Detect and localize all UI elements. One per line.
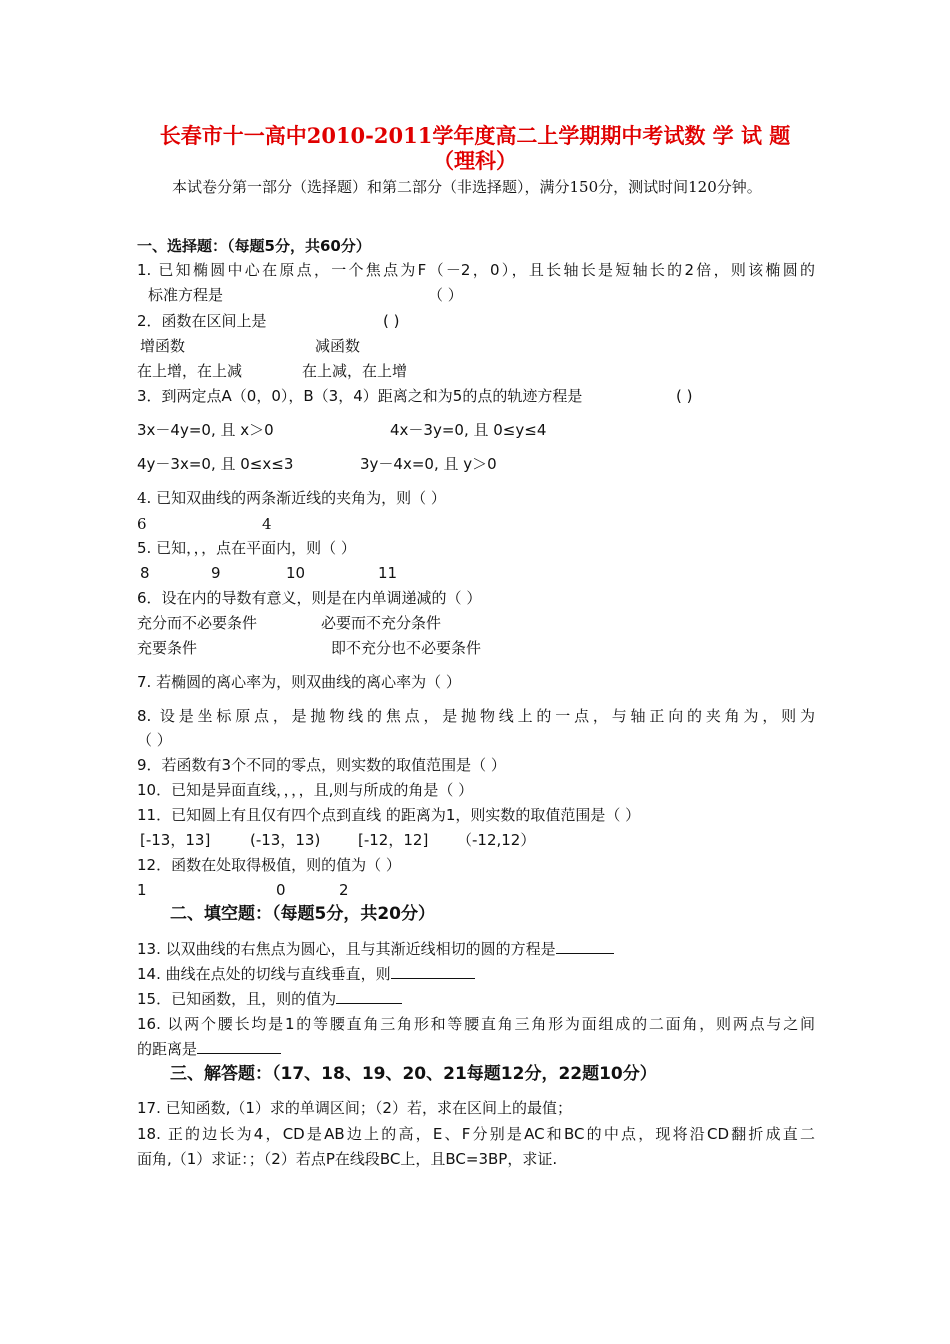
question-12: 12．函数在处取得极值，则的值为（ ）: [137, 856, 401, 874]
section-choice-heading: 一、选择题：（每题5分，共60分）: [137, 237, 371, 255]
section-fill-heading: 二、填空题：（每题5分，共20分）: [170, 904, 435, 924]
question-16-line-1: 16. 以两个腰长均是1的等腰直角三角形和等腰直角三角形为面组成的二面角，则两点与之间: [137, 1015, 815, 1033]
question-6-option-d: 即不充分也不必要条件: [331, 639, 482, 657]
question-13-text: 13. 以双曲线的右焦点为圆心，且与其渐近线相切的圆的方程是: [137, 940, 556, 958]
question-17: 17. 已知函数,（1）求的单调区间；（2）若，求在区间上的最值；: [137, 1099, 572, 1117]
question-11: 11．已知圆上有且仅有四个点到直线 的距离为1，则实数的取值范围是（ ）: [137, 806, 641, 824]
question-3-option-b: 4x－3y=0, 且 0≤y≤4: [390, 421, 547, 439]
question-2-option-a: 增函数: [140, 337, 186, 355]
question-1-answer-paren: （ ）: [428, 286, 463, 304]
question-11-option-c: [-12，12]: [358, 831, 429, 849]
question-6-option-c: 充要条件: [137, 639, 198, 657]
question-2-option-c: 在上增，在上减: [137, 362, 243, 380]
question-3-answer-paren: ( ): [676, 387, 693, 405]
question-3-option-a: 3x－4y=0, 且 x＞0: [137, 421, 274, 439]
question-6: 6．设在内的导数有意义，则是在内单调递减的（ ）: [137, 589, 482, 607]
question-4: 4. 已知双曲线的两条渐近线的夹角为，则（ ）: [137, 489, 446, 507]
question-15: [137, 989, 402, 1009]
question-13: [137, 939, 614, 959]
question-16-line-2: [137, 1039, 281, 1059]
question-2: 2．函数在区间上是: [137, 312, 267, 330]
question-12-option-c: 2: [339, 881, 349, 899]
title-line-1: 长春市十一高中2010-2011学年度高二上学期期中考试数 学 试 题: [159, 123, 791, 148]
question-18-line-1: 18. 正的边长为4，CD是AB边上的高，E、F分别是AC和BC的中点，现将沿CD翻折成直二: [137, 1125, 815, 1143]
question-11-option-a: [-13，13]: [140, 831, 211, 849]
section-solve-heading: 三、解答题：（17、18、19、20、21每题12分，22题10分）: [170, 1064, 657, 1084]
question-18-line-2: 面角,（1）求证：；（2）若点P在线段BC上，且BC=3BP，求证.: [137, 1150, 558, 1168]
question-5-option-b: 9: [211, 564, 221, 582]
question-1-line-2: 标准方程是: [148, 286, 224, 304]
question-5-option-a: 8: [140, 564, 150, 582]
question-3-option-d: 3y－4x=0, 且 y＞0: [360, 455, 497, 473]
question-11-option-b: (-13，13): [250, 831, 321, 849]
answer-blank: [391, 964, 475, 979]
question-4-option-a: 6: [137, 515, 147, 533]
question-9: 9．若函数有3个不同的零点，则实数的取值范围是（ ）: [137, 756, 506, 774]
question-11-option-d: （-12,12）: [457, 831, 536, 849]
question-6-option-a: 充分而不必要条件: [137, 614, 258, 632]
question-15-text: 15．已知函数，且，则的值为: [137, 990, 337, 1008]
title-line-2: （理科）: [433, 148, 517, 173]
question-8-line-1: 8. 设是坐标原点，是抛物线的焦点，是抛物线上的一点，与轴正向的夹角为，则为: [137, 707, 815, 725]
question-14: [137, 964, 475, 984]
question-2-answer-paren: ( ): [383, 312, 400, 330]
question-4-option-b: 4: [262, 515, 272, 533]
question-10: 10．已知是异面直线，，，，且,则与所成的角是（ ）: [137, 781, 474, 799]
intro-text: 本试卷分第一部分（选择题）和第二部分（非选择题），满分150分，测试时间120分钟。: [172, 178, 762, 196]
question-14-text: 14. 曲线在点处的切线与直线垂直，则: [137, 965, 391, 983]
question-6-option-b: 必要而不充分条件: [321, 614, 442, 632]
question-1-line-1: 1. 已知椭圆中心在原点，一个焦点为F（－2，0），且长轴长是短轴长的2倍，则该椭圆的: [137, 261, 815, 279]
question-3: 3．到两定点A（0，0），B（3，4）距离之和为5的点的轨迹方程是: [137, 387, 583, 405]
question-12-option-a: 1: [137, 881, 147, 899]
question-7: 7. 若椭圆的离心率为，则双曲线的离心率为（ ）: [137, 673, 461, 691]
answer-blank: [197, 1039, 281, 1054]
question-8-line-2: （ ）: [137, 731, 172, 749]
question-5-option-d: 11: [378, 564, 398, 582]
question-12-option-b: 0: [276, 881, 286, 899]
question-2-option-b: 减函数: [315, 337, 361, 355]
answer-blank: [556, 939, 614, 954]
answer-blank: [336, 989, 402, 1004]
question-2-option-d: 在上减，在上增: [302, 362, 408, 380]
question-3-option-c: 4y－3x=0, 且 0≤x≤3: [137, 455, 294, 473]
question-5-option-c: 10: [286, 564, 306, 582]
question-16-text: 的距离是: [137, 1040, 198, 1058]
question-5: 5. 已知，，，点在平面内，则（ ）: [137, 539, 356, 557]
